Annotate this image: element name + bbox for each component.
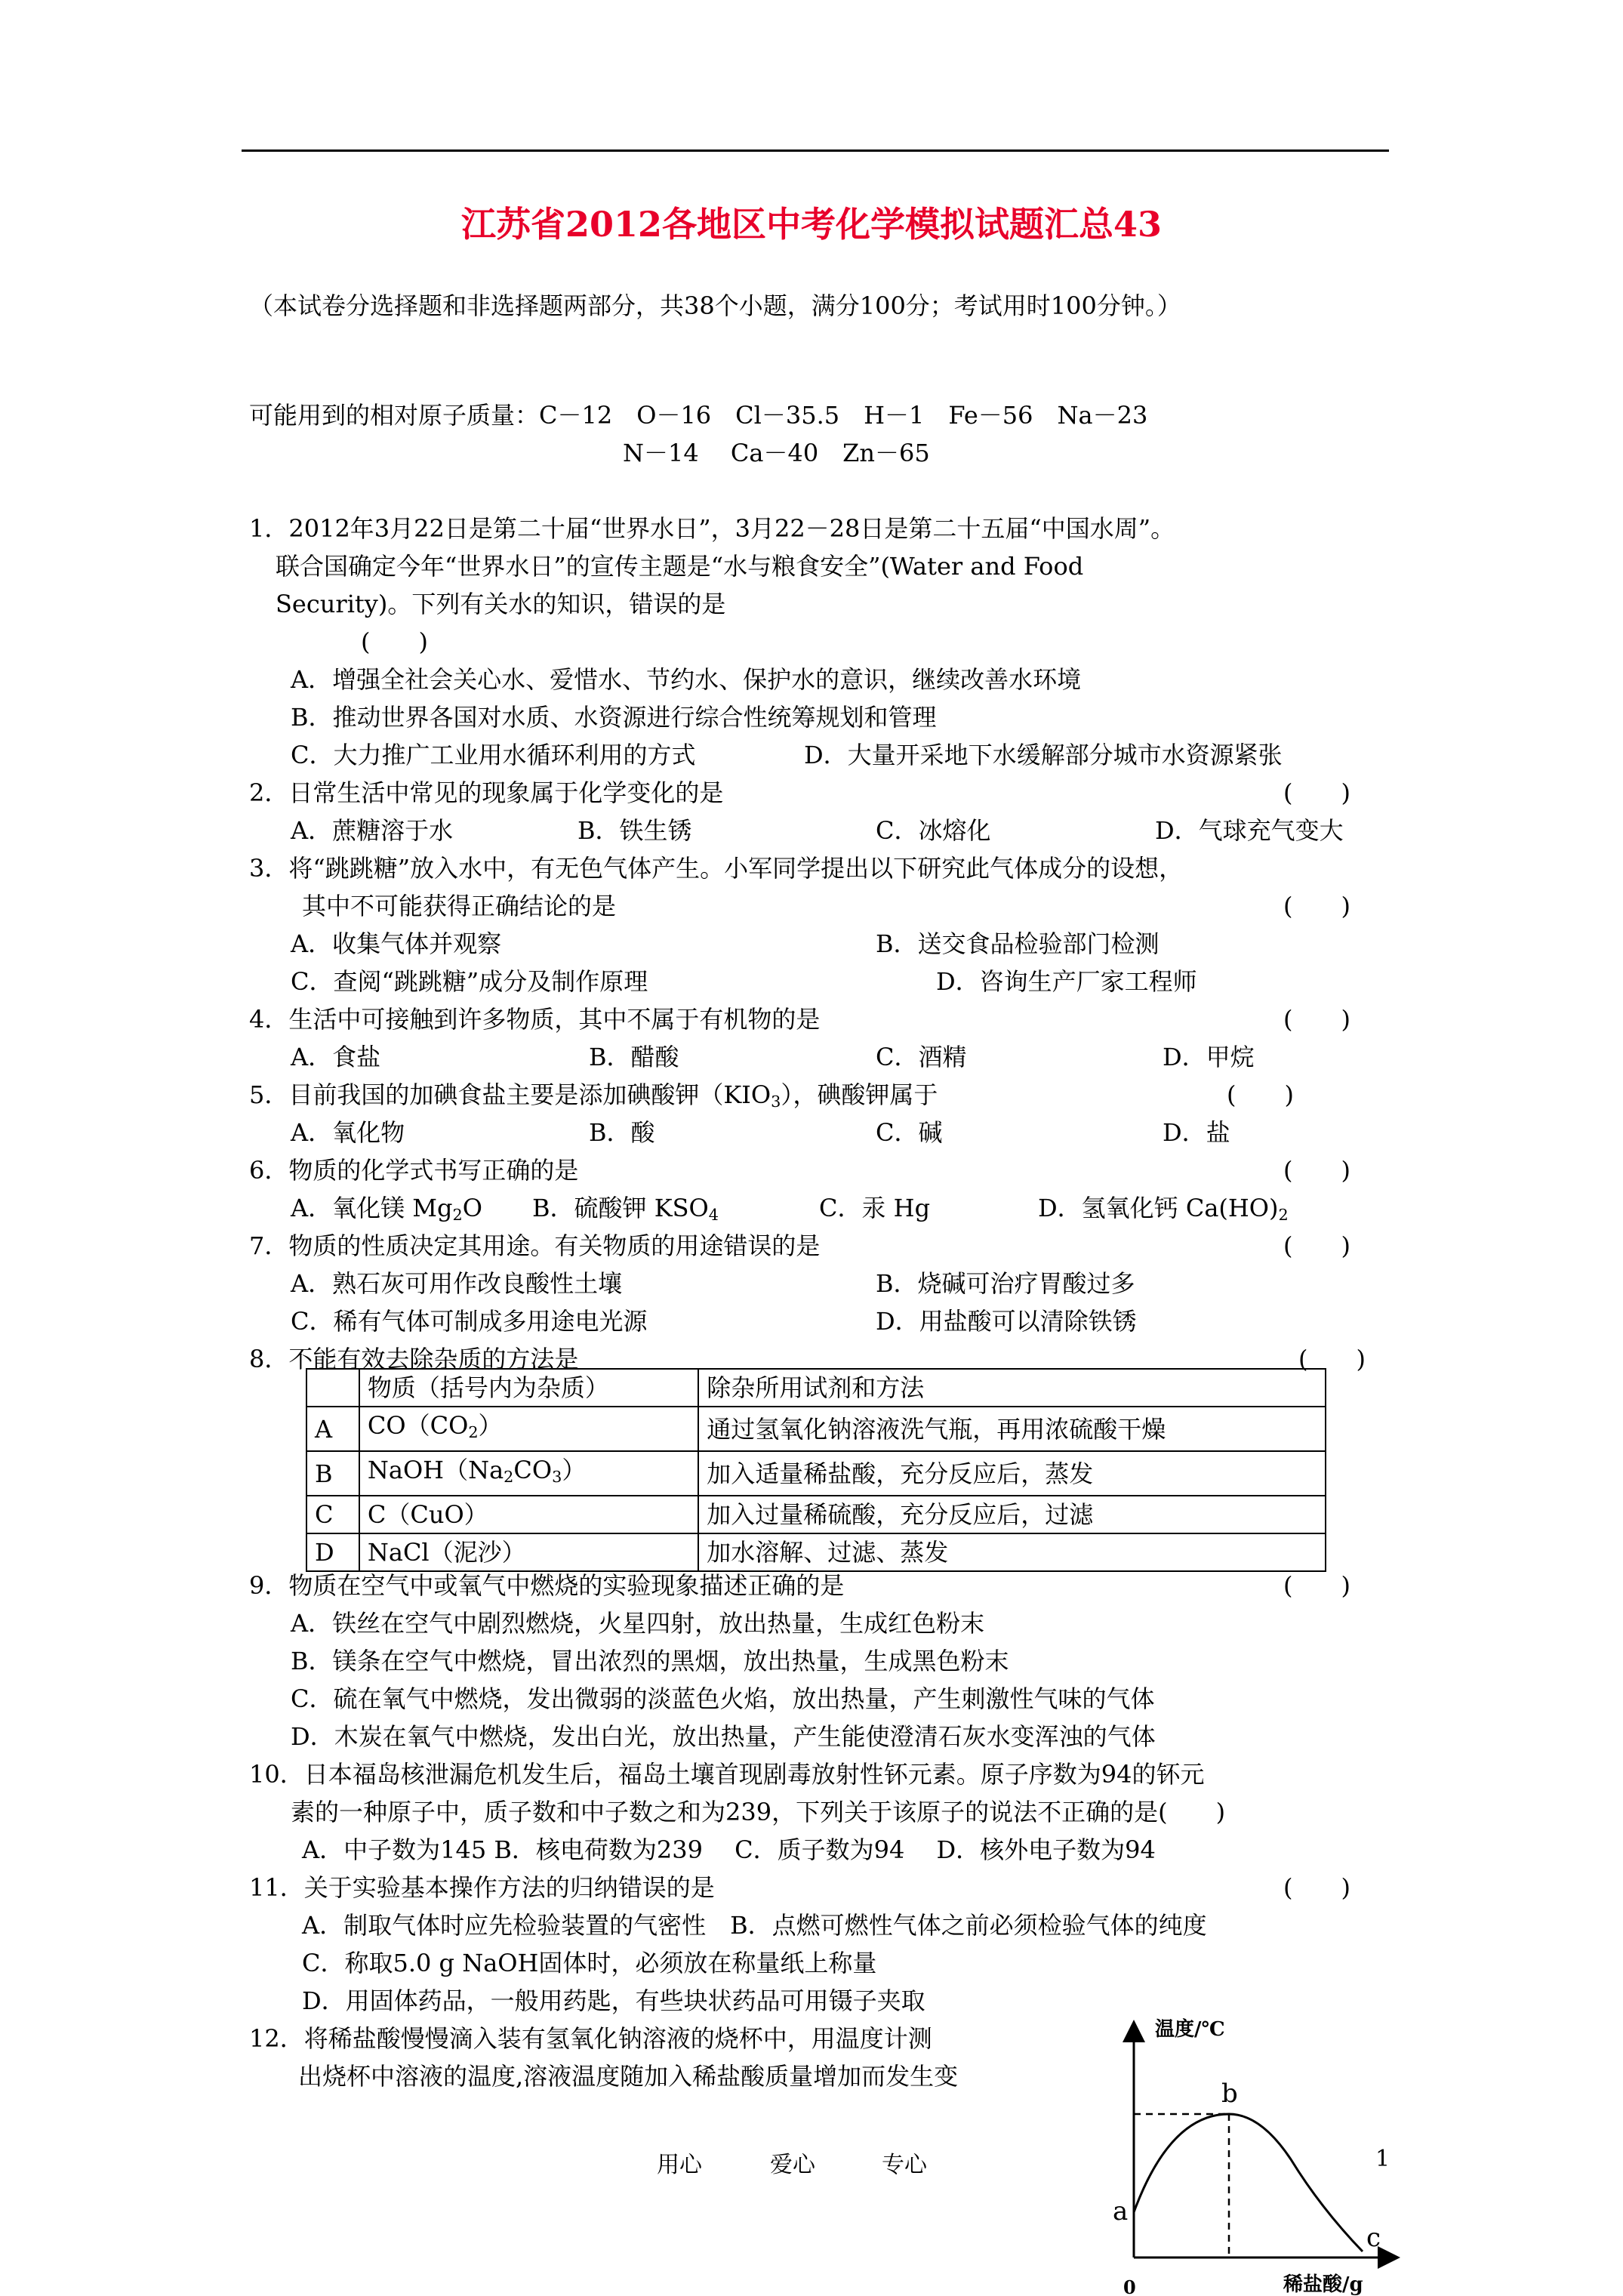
q5-option-b: B．酸 [589,1118,655,1147]
q2-option-d: D．气球充气变大 [1155,816,1344,845]
q9-answer-paren: ( ) [1283,1571,1350,1600]
q10-options: A．中子数为145 B．核电荷数为239 C．质子数为94 D．核外电子数为94 [302,1835,1156,1864]
q2-option-b: B．铁生锈 [577,816,692,845]
q5-option-c: C．碱 [876,1118,943,1147]
q4-option-a: A．食盐 [291,1043,381,1071]
point-b-label: b [1221,2079,1238,2109]
q7-option-c: C．稀有气体可制成多用途电光源 [291,1307,648,1336]
q11-option-d: D．用固体药品，一般用药匙，有些块状药品可用镊子夹取 [302,1986,925,2015]
q7-answer-paren: ( ) [1283,1231,1350,1260]
header-rule [242,149,1389,152]
q11-stem: 11．关于实验基本操作方法的归纳错误的是 [249,1873,715,1902]
q11-answer-paren: ( ) [1283,1873,1350,1902]
temperature-curve [1134,2114,1363,2251]
q7-option-a: A．熟石灰可用作改良酸性土壤 [291,1269,623,1298]
q1-option-b: B．推动世界各国对水质、水资源进行综合性统筹规划和管理 [291,703,937,732]
q8-impurity-table [306,1368,1326,1572]
point-a-label: a [1113,2196,1129,2227]
row-method: 加入适量稀盐酸，充分反应后，蒸发 [698,1451,1326,1496]
q1-line1: 1．2012年3月22日是第二十届“世界水日”，3月22－28日是第二十五届“中国水周”。 [249,514,1175,543]
table-header-row [306,1369,1326,1407]
page-number: 1 [1375,2146,1390,2172]
q7-option-d: D．用盐酸可以清除铁锈 [876,1307,1137,1336]
intro-note: （本试卷分选择题和非选择题两部分，共38个小题，满分100分；考试用时100分钟。） [249,291,1181,320]
row-label: A [306,1407,359,1451]
table-header-cell: 除杂所用试剂和方法 [698,1369,1326,1407]
q1-option-d: D．大量开采地下水缓解部分城市水资源紧张 [804,741,1283,769]
q9-option-a: A．铁丝在空气中剧烈燃烧，火星四射，放出热量，生成红色粉末 [291,1609,985,1638]
table-header-cell: 物质（括号内为杂质） [359,1369,698,1407]
q3-line2: 其中不可能获得正确结论的是 [302,892,617,920]
row-label: B [306,1451,359,1496]
table-row [306,1496,1326,1533]
atomic-masses-line1: 可能用到的相对原子质量：C－12 O－16 Cl－35.5 H－1 Fe－56 Na－23 [249,401,1148,430]
row-substance: NaCl（泥沙） [359,1533,698,1571]
q2-option-a: A．蔗糖溶于水 [291,816,454,845]
q12-line2: 出烧杯中溶液的温度,溶液温度随加入稀盐酸质量增加而发生变 [298,2062,959,2091]
q4-answer-paren: ( ) [1283,1005,1350,1034]
q7-stem: 7．物质的性质决定其用途。有关物质的用途错误的是 [249,1231,821,1260]
q3-line1: 3．将“跳跳糖”放入水中，有无色气体产生。小军同学提出以下研究此气体成分的设想， [249,854,1184,883]
q11-options-ab: A．制取气体时应先检验装置的气密性 B．点燃可燃性气体之前必须检验气体的纯度 [302,1911,1207,1940]
q9-option-b: B．镁条在空气中燃烧，冒出浓烈的黑烟，放出热量，生成黑色粉末 [291,1647,1009,1675]
q3-option-b: B．送交食品检验部门检测 [876,929,1160,958]
q5-stem: 5．目前我国的加碘食盐主要是添加碘酸钾$(KIO_3)$，碘酸钾属于 [249,1080,938,1111]
q4-stem: 4．生活中可接触到许多物质，其中不属于有机物的是 [249,1005,821,1034]
q12-line1: 12．将稀盐酸慢慢滴入装有氢氧化钠溶液的烧杯中，用温度计测 [249,2024,932,2053]
q6-stem: 6．物质的化学式书写正确的是 [249,1156,579,1185]
q3-option-d: D．咨询生产厂家工程师 [936,967,1197,996]
q10-line1: 10．日本福岛核泄漏危机发生后，福岛土壤首现剧毒放射性钚元素。原子序数为94的钚元 [249,1760,1205,1789]
x-axis-label: 稀盐酸/g [1283,2273,1363,2295]
q11-option-c: C．称取5.0 g NaOH固体时，必须放在称量纸上称量 [302,1949,877,1977]
q8-stem: 8．不能有效去除杂质的方法是 [249,1345,579,1373]
q1-line3: Security)。下列有关水的知识，错误的是 [276,590,726,618]
q5-option-d: D．盐 [1163,1118,1230,1147]
row-substance: $CO(CO_2)$ [359,1407,698,1451]
row-method: 加入过量稀硫酸，充分反应后，过滤 [698,1496,1326,1533]
q6-option-b: B．硫酸钾 $KSO_4$ [532,1194,719,1225]
table-header-cell [306,1369,359,1407]
q5-option-a: A．氧化物 [291,1118,405,1147]
row-method: 加水溶解、过滤、蒸发 [698,1533,1326,1571]
table-row [306,1533,1326,1571]
q4-option-c: C．酒精 [876,1043,967,1071]
q6-answer-paren: ( ) [1283,1156,1350,1185]
row-method: 通过氢氧化钠溶液洗气瓶，再用浓硫酸干燥 [698,1407,1326,1451]
q7-option-b: B．烧碱可治疗胃酸过多 [876,1269,1135,1298]
q5-answer-paren: ( ) [1227,1080,1294,1109]
q9-stem: 9．物质在空气中或氧气中燃烧的实验现象描述正确的是 [249,1571,845,1600]
q6-option-d: D．氢氧化钙 $Ca(HO)_2$ [1038,1194,1289,1225]
origin-label: 0 [1123,2276,1136,2295]
q3-option-a: A．收集气体并观察 [291,929,502,958]
q1-option-a: A．增强全社会关心水、爱惜水、节约水、保护水的意识，继续改善水环境 [291,665,1082,694]
row-substance: $NaOH(Na_2CO_3)$ [359,1451,698,1496]
row-label: C [306,1496,359,1533]
row-label: D [306,1533,359,1571]
q4-option-d: D．甲烷 [1163,1043,1255,1071]
q6-option-a: A．氧化镁 $Mg_2O$ [291,1194,483,1225]
atomic-masses-line2: N－14 Ca－40 Zn－65 [623,439,930,467]
q1-answer-paren: ( ) [361,627,428,656]
temperature-graph [1102,2008,1404,2295]
q6-option-c: C．汞 Hg [819,1194,931,1222]
row-substance: C（CuO） [359,1496,698,1533]
q1-option-c: C．大力推广工业用水循环利用的方式 [291,741,696,769]
q3-answer-paren: ( ) [1283,892,1350,920]
q8-answer-paren: ( ) [1298,1345,1366,1373]
q2-option-c: C．冰熔化 [876,816,991,845]
q9-option-c: C．硫在氧气中燃烧，发出微弱的淡蓝色火焰，放出热量，产生刺激性气味的气体 [291,1684,1155,1713]
q4-option-b: B．醋酸 [589,1043,679,1071]
footer-right: 专心 [882,2152,927,2178]
q1-line2: 联合国确定今年“世界水日”的宣传主题是“水与粮食安全”(Water and Food [276,552,1084,581]
footer-mid: 爱心 [770,2152,815,2178]
footer-left: 用心 [657,2152,702,2178]
q2-stem: 2．日常生活中常见的现象属于化学变化的是 [249,778,724,807]
page-title: 江苏省2012各地区中考化学模拟试题汇总43 [460,204,1163,245]
q3-option-c: C．查阅“跳跳糖”成分及制作原理 [291,967,648,996]
point-c-label: c [1366,2223,1381,2253]
y-axis-label: 温度/℃ [1155,2018,1225,2041]
table-row [306,1407,1326,1451]
q2-answer-paren: ( ) [1283,778,1350,807]
q9-option-d: D．木炭在氧气中燃烧，发出白光，放出热量，产生能使澄清石灰水变浑浊的气体 [291,1722,1156,1751]
table-row [306,1451,1326,1496]
q10-line2: 素的一种原子中，质子数和中子数之和为239，下列关于该原子的说法不正确的是( ) [291,1798,1226,1826]
